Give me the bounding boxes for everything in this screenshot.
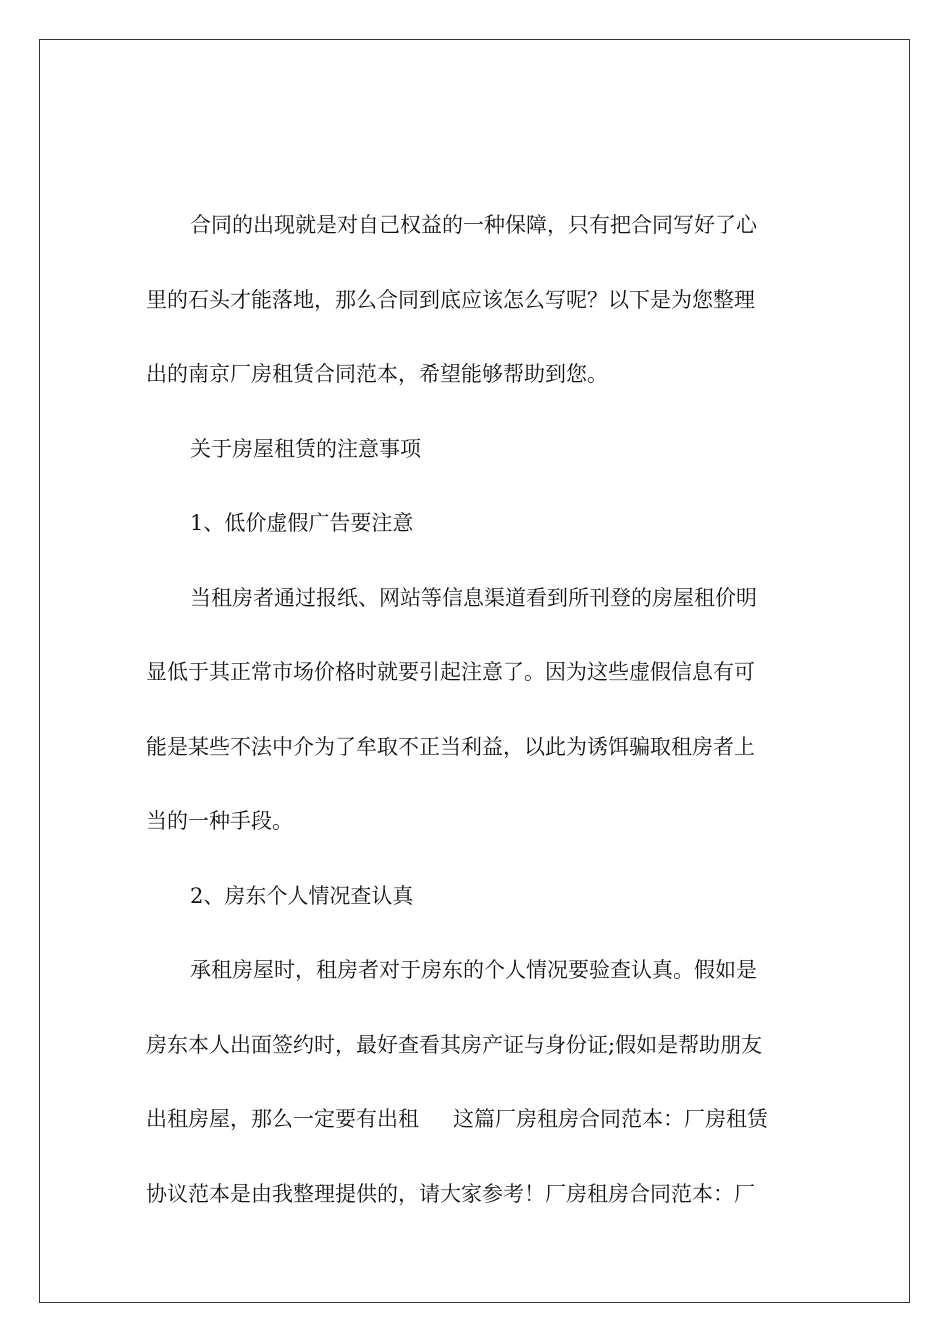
paragraph-2-line-2: 房东本人出面签约时，最好查看其房产证与身份证;假如是帮助朋友 [146,1032,763,1057]
paragraph-1-line-3: 能是某些不法中介为了牟取不正当利益，以此为诱饵骗取租房者上 [146,734,755,759]
document-body [146,205,806,1248]
paragraph-2-line-4: 协议范本是由我整理提供的，请大家参考！厂房租房合同范本：厂 [146,1181,755,1206]
paragraph-2-line-3-part-1: 出租房屋，那么一定要有出租 [146,1107,419,1131]
section-heading: 关于房屋租赁的注意事项 [190,436,421,461]
item-heading-1: 1、低价虚假广告要注意 [190,511,414,535]
paragraph-1-line-2: 显低于其正常市场价格时就要引起注意了。因为这些虚假信息有可 [146,660,755,684]
item-heading-2: 2、房东个人情况查认真 [190,883,414,908]
paragraph-1-line-1: 当租房者通过报纸、网站等信息渠道看到所刊登的房屋租价明 [190,585,757,610]
paragraph-intro-line-3: 出的南京厂房租赁合同范本，希望能够帮助到您。 [146,362,608,386]
paragraph-intro-line-2: 里的石头才能落地，那么合同到底应该怎么写呢？以下是为您整理 [146,287,755,312]
paragraph-2-line-3-part-2: 这篇厂房租房合同范本：厂房租赁 [453,1107,768,1131]
paragraph-1-line-4: 当的一种手段。 [146,809,293,833]
paragraph-2-line-3 [146,1099,806,1174]
paragraph-intro-line-1: 合同的出现就是对自己权益的一种保障，只有把合同写好了心 [190,213,757,237]
paragraph-2-line-1: 承租房屋时，租房者对于房东的个人情况要验查认真。假如是 [190,958,757,982]
